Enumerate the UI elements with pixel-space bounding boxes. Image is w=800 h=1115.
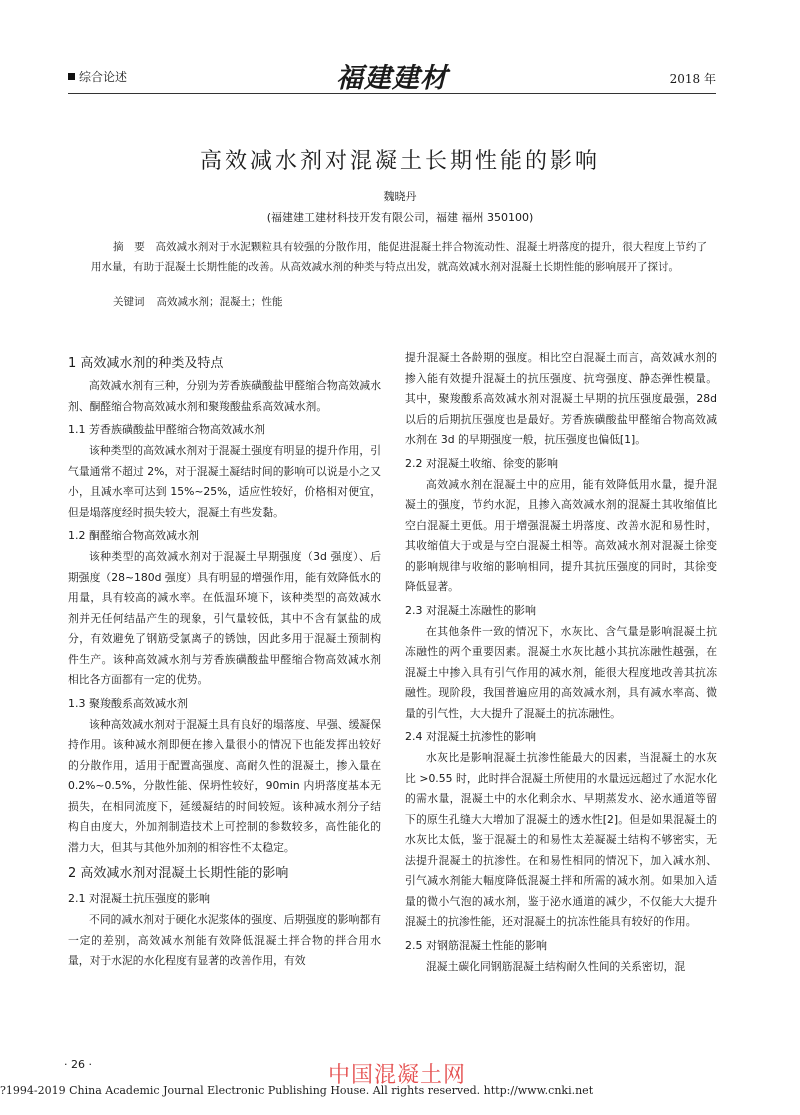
article-author: 魏晓丹 — [383, 190, 417, 203]
subsection-heading: 1.3 聚羧酸系高效减水剂 — [68, 696, 188, 710]
keywords — [113, 294, 283, 309]
abstract-text: 高效减水剂对于水泥颗粒具有较强的分散作用，能促进混凝土拌合物流动性、混凝土坍落度的提升，很大程度上节约了用水量，有助于混凝土长期性能的改善。从高效减水剂的种类与特点出发，就高效减水剂对混凝土长期性能的影响展开了探讨。 — [91, 241, 707, 273]
paragraph: 水灰比是影响混凝土抗渗性能最大的因素，当混凝土的水灰比 >0.55 时，此时拌合混凝土所使用的水量远远超过了水泥水化的需水量，混凝土中的水化剩余水、早期蒸发水、泌水通道等留下的原生孔缝大大增加了混凝土的透水性[2]。但是如果混凝土的水灰比太低，鉴于混凝土的和易性太差凝凝土结构不够密实，无法提升混凝土的抗渗性。在和易性相同的情况下，加入减水剂、引气减水剂能大幅度降低混凝土拌和所需的减水剂。如果加入适量的微小气泡的减水剂，鉴于泌水通道的减少，不仅能大大提升混凝土的抗渗性能，还对混凝土的抗冻性能具有较好的作用。 — [405, 751, 717, 928]
subsection-heading: 2.3 对混凝土冻融性的影响 — [405, 603, 536, 617]
journal-year: 2018 年 — [669, 72, 716, 86]
section-heading: 2 高效减水剂对混凝土长期性能的影响 — [68, 866, 289, 881]
copyright-footer: ?1994-2019 China Academic Journal Electronic Publishing House. All rights reserved. http://www.cnki.net — [0, 1084, 594, 1097]
page-number: · 26 · — [64, 1058, 92, 1071]
header-rule — [68, 93, 716, 94]
paragraph: 该种类型的高效减水剂对于混凝土早期强度（3d 强度）、后期强度（28~180d 强度）具有明显的增强作用，能有效降低水的用量，具有较高的减水率。在低温环境下，该种类型的高效减水剂并无任何结晶产生的现象，引气量较低，其中不含有氯盐的成分，有效避免了钢筋受氯离子的锈蚀，因此多用于混凝土预制构件生产。该种高效减水剂与芳香族磺酸盐甲醛缩合物高效减水剂相比各方面都有一定的优势。 — [68, 550, 381, 686]
section-label: 综合论述 — [79, 70, 128, 84]
subsection-heading: 2.1 对混凝土抗压强度的影响 — [68, 892, 210, 905]
author-affiliation: (福建建工建材科技开发有限公司，福建 福州 350100) — [266, 211, 534, 224]
article-title: 高效减水剂对混凝土长期性能的影响 — [199, 149, 600, 174]
journal-logo: 福建建材 — [336, 63, 448, 94]
subsection-heading: 2.5 对钢筋混凝土性能的影响 — [405, 938, 547, 952]
left-column — [68, 348, 381, 972]
square-bullet-icon — [68, 73, 75, 80]
paragraph: 混凝土碳化同钢筋混凝土结构耐久性间的关系密切，混 — [426, 959, 686, 973]
section-heading: 1 高效减水剂的种类及特点 — [68, 356, 224, 371]
paragraph: 该种类型的高效减水剂对于混凝土强度有明显的提升作用，引气量通常不超过 2%，对于混凝土凝结时间的影响可以说是小之又小，且减水率可达到 15%~25%，适应性较好，价格相对便宜，但是塌落度经时损失较大，混凝土有些发黏。 — [68, 444, 381, 519]
paragraph: 高效减水剂在混凝土中的应用，能有效降低用水量，提升混凝土的强度，节约水泥，且掺入高效减水剂的混凝土其收缩值比空白混凝土更低。用于增强混凝土坍落度、改善水泥和易性时，其收缩值大于或是与空白混凝土相等。高效减水剂对混凝土徐变的影响规律与收缩的影响相同，提升其抗压强度的同时，其徐变降低显著。 — [405, 477, 717, 593]
paragraph: 高效减水剂有三种，分别为芳香族磺酸盐甲醛缩合物高效减水剂、酮醛缩合物高效减水剂和聚羧酸盐系高效减水剂。 — [68, 379, 381, 413]
journal-section — [68, 68, 127, 85]
subsection-heading: 2.2 对混凝土收缩、徐变的影响 — [405, 456, 558, 470]
paragraph: 该种高效减水剂对于混凝土具有良好的塌落度、早强、缓凝保持作用。该种减水剂即便在掺入量很小的情况下也能发挥出较好的分散作用，适用于配置高强度、高耐久性的混凝土，掺入量在 0.2%~0.5%，分散性能、保坍性较好，90min 内坍落度基本无损失，在相同流度下，延缓凝结的时间较短。该种减水剂分子结构自由度大，外加剂制造技术上可控制的参数较多，高性能化的潜力大，但其与其他外加剂的相容性不太稳定。 — [68, 717, 381, 854]
keywords-label: 关键词 — [113, 296, 145, 308]
subsection-heading: 1.2 酮醛缩合物高效减水剂 — [68, 529, 199, 542]
abstract — [91, 237, 707, 277]
keywords-text: 高效减水剂；混凝土；性能 — [156, 296, 283, 308]
paragraph: 不同的减水剂对于硬化水泥浆体的强度、后期强度的影响都有一定的差别，高效减水剂能有效降低混凝土拌合物的拌合用水量，对于水泥的水化程度有显著的改善作用，有效 — [68, 913, 381, 967]
subsection-heading: 1.1 芳香族磺酸盐甲醛缩合物高效减水剂 — [68, 423, 265, 436]
paragraph: 在其他条件一致的情况下，水灰比、含气量是影响混凝土抗冻融性的两个重要因素。混凝土水灰比越小其抗冻融性越强，在混凝土中掺入具有引气作用的减水剂，能很大程度地改善其抗冻融性。现阶段，我国普遍应用的高效减水剂，具有减水率高、微量的引气性，大大提升了混凝土的抗冻融性。 — [405, 624, 717, 720]
paragraph: 提升混凝土各龄期的强度。相比空白混凝土而言，高效减水剂的掺入能有效提升混凝土的抗压强度、抗弯强度、静态弹性模量。其中，聚羧酸系高效减水剂对混凝土早期的抗压强度最强，28d 以后的后期抗压强度也是最好。芳香族磺酸盐甲醛缩合物高效减水剂在 3d 的早期强度一般，抗压强度也偏低[1]。 — [405, 351, 717, 446]
right-column — [405, 348, 717, 977]
watermark: 中国混凝土网 — [328, 1063, 467, 1088]
abstract-label: 摘 要 — [113, 241, 145, 253]
subsection-heading: 2.4 对混凝土抗渗性的影响 — [405, 730, 536, 743]
